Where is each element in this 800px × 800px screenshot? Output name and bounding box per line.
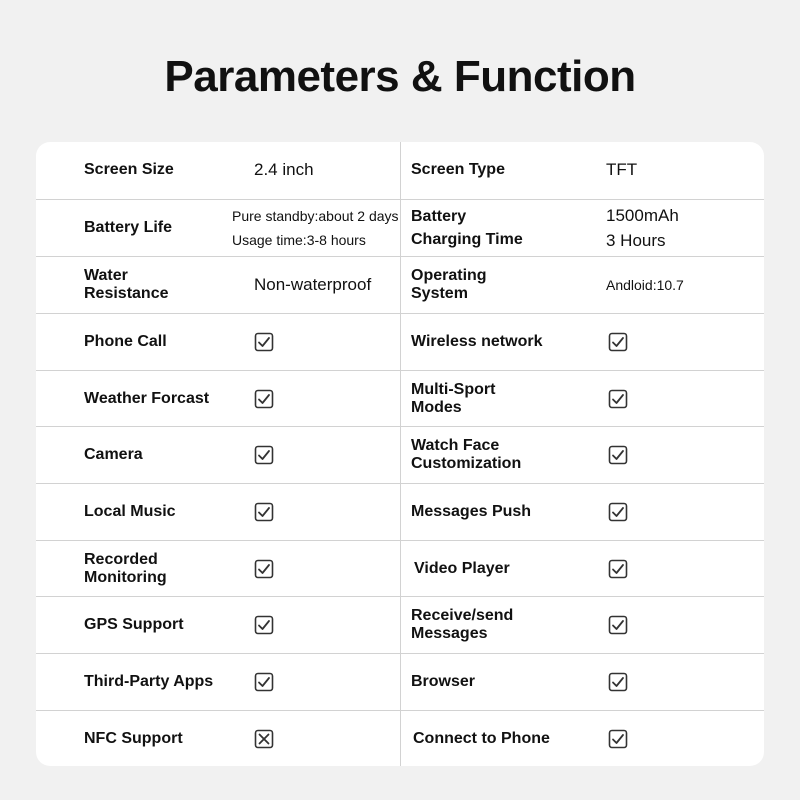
param-value: Usage time:3-8 hours — [232, 232, 366, 249]
param-label: Messages — [411, 625, 488, 643]
page-title: Parameters & Function — [164, 52, 636, 101]
param-label: Water — [84, 267, 128, 285]
param-label-group — [84, 257, 234, 314]
param-label: Screen Type — [411, 161, 505, 179]
param-label: Customization — [411, 455, 522, 473]
checked-box-icon — [254, 597, 398, 654]
param-label: Phone Call — [84, 333, 167, 351]
table-row — [36, 710, 764, 766]
param-label: Operating — [411, 267, 487, 285]
checked-box-icon — [608, 427, 758, 484]
param-label: Wireless network — [411, 333, 543, 351]
table-row — [36, 653, 764, 711]
param-value-group — [232, 200, 400, 257]
param-label: Third-Party Apps — [84, 673, 214, 691]
param-label: GPS Support — [84, 616, 184, 634]
table-row — [36, 256, 764, 314]
checked-box-icon — [608, 371, 758, 428]
param-label-group — [84, 541, 234, 598]
param-label: System — [411, 285, 468, 303]
param-label: Weather Forcast — [84, 390, 210, 408]
param-label: Charging Time — [411, 231, 523, 249]
checked-box-icon — [254, 371, 398, 428]
param-label: Camera — [84, 446, 143, 464]
checked-box-icon — [254, 427, 398, 484]
checked-box-icon — [608, 711, 758, 766]
param-value-group — [606, 200, 756, 257]
param-value: TFT — [606, 160, 638, 180]
table-row — [36, 370, 764, 428]
table-row — [36, 426, 764, 484]
param-label: Browser — [411, 673, 476, 691]
table-row — [36, 199, 764, 257]
param-label: Modes — [411, 399, 462, 417]
param-label: Connect to Phone — [413, 730, 550, 748]
param-value: 1500mAh — [606, 206, 679, 226]
checked-box-icon — [254, 541, 398, 598]
param-label: Local Music — [84, 503, 176, 521]
spec-table — [36, 142, 764, 766]
checked-box-icon — [608, 484, 758, 541]
param-label: Monitoring — [84, 569, 167, 587]
checked-box-icon — [254, 484, 398, 541]
param-label-group — [411, 371, 601, 428]
param-label: Receive/send — [411, 607, 514, 625]
param-label: Resistance — [84, 285, 169, 303]
table-row — [36, 483, 764, 541]
param-label: Watch Face — [411, 437, 500, 455]
param-label-group — [411, 597, 601, 654]
checked-box-icon — [608, 314, 758, 371]
table-row — [36, 313, 764, 371]
param-label-group — [411, 257, 601, 314]
param-value: Andloid:10.7 — [606, 277, 684, 294]
param-label-group — [411, 200, 601, 257]
param-value: Non-waterproof — [254, 275, 372, 295]
param-value: Pure standby:about 2 days — [232, 208, 399, 225]
param-value: 2.4 inch — [254, 160, 314, 180]
checked-box-icon — [254, 314, 398, 371]
param-label: Multi-Sport — [411, 381, 496, 399]
table-row — [36, 540, 764, 598]
checked-box-icon — [608, 541, 758, 598]
table-row — [36, 142, 764, 199]
param-label: Video Player — [414, 560, 510, 578]
param-label: NFC Support — [84, 730, 183, 748]
checked-box-icon — [608, 597, 758, 654]
param-label: Battery — [411, 208, 467, 226]
param-label-group — [411, 427, 601, 484]
param-value: 3 Hours — [606, 231, 666, 251]
param-label: Recorded — [84, 551, 158, 569]
param-label: Messages Push — [411, 503, 532, 521]
table-row — [36, 596, 764, 654]
checked-box-icon — [608, 654, 758, 711]
param-label: Battery Life — [84, 219, 173, 237]
crossed-box-icon — [254, 711, 398, 766]
param-label: Screen Size — [84, 161, 174, 179]
checked-box-icon — [254, 654, 398, 711]
